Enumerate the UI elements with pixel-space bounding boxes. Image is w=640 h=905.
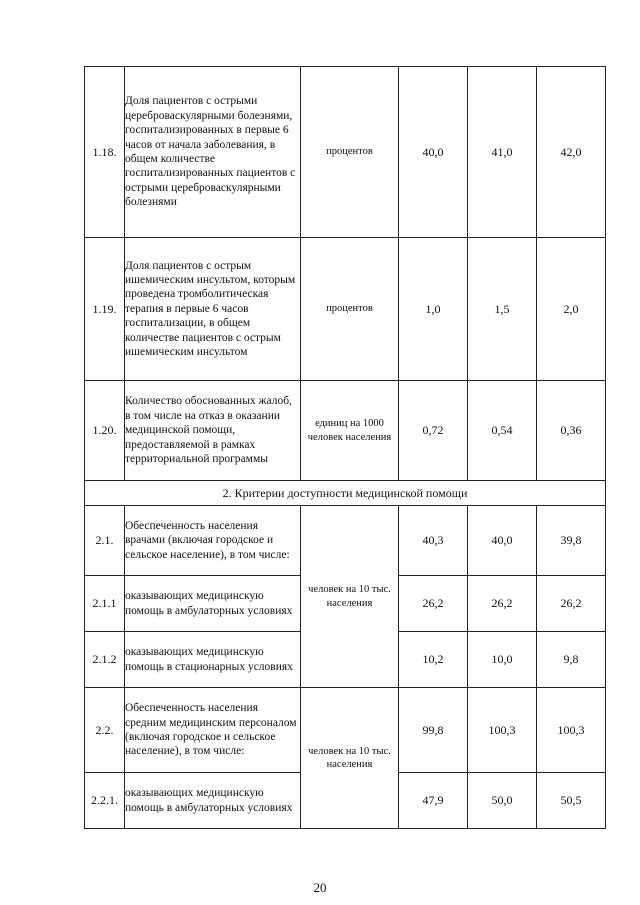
unit-cell: человек на 10 тыс. населения [301,688,399,829]
page-number: 20 [313,880,327,895]
row-number: 2.1.2 [85,632,125,688]
row-number: 2.1.1 [85,576,125,632]
unit-cell: единиц на 1000 человек населения [301,381,399,481]
value-cell: 40,0 [399,67,468,238]
unit-cell: процентов [301,67,399,238]
value-cell: 26,2 [537,576,606,632]
value-cell: 47,9 [399,773,468,829]
value-cell: 26,2 [399,576,468,632]
value-cell: 0,54 [468,381,537,481]
indicator-name: оказывающих медицинскую помощь в стационарных условиях [125,632,301,688]
row-number: 1.18. [85,67,125,238]
unit-cell: человек на 10 тыс. населения [301,506,399,688]
value-cell: 10,0 [468,632,537,688]
row-number: 1.19. [85,238,125,381]
row-number: 1.20. [85,381,125,481]
indicator-name: Обеспеченность населения врачами (включая городское и сельское население), в том числе: [125,506,301,576]
value-cell: 100,3 [468,688,537,773]
table-row [85,381,606,481]
indicator-name: Количество обоснованных жалоб, в том числе на отказ в оказании медицинской помощи, предоставляемой в рамках территориальной программы [125,381,301,481]
value-cell: 100,3 [537,688,606,773]
indicator-name: оказывающих медицинскую помощь в амбулаторных условиях [125,576,301,632]
value-cell: 50,5 [537,773,606,829]
table-row [85,506,606,576]
value-cell: 1,0 [399,238,468,381]
table-row [85,67,606,238]
indicators-table [84,66,606,829]
value-cell: 0,36 [537,381,606,481]
value-cell: 40,0 [468,506,537,576]
value-cell: 40,3 [399,506,468,576]
row-number: 2.2.1. [85,773,125,829]
indicator-name: Доля пациентов с острым ишемическим инсультом, которым проведена тромболитическая терапия в первые 6 часов госпитализации, в общем количестве пациентов с острым ишемическим инсультом [125,238,301,381]
indicator-name: оказывающих медицинскую помощь в амбулаторных условиях [125,773,301,829]
value-cell: 39,8 [537,506,606,576]
section-header-row [85,481,606,506]
table-row [85,688,606,773]
value-cell: 42,0 [537,67,606,238]
table-row [85,238,606,381]
row-number: 2.2. [85,688,125,773]
value-cell: 9,8 [537,632,606,688]
indicator-name: Обеспеченность населения средним медицинским персоналом (включая городское и сельское население), в том числе: [125,688,301,773]
value-cell: 2,0 [537,238,606,381]
value-cell: 26,2 [468,576,537,632]
value-cell: 10,2 [399,632,468,688]
indicator-name: Доля пациентов с острыми цереброваскулярными болезнями, госпитализированных в первые 6 часов от начала заболевания, в общем количестве госпитализированных пациентов с острыми цереброваскулярными болезнями [125,67,301,238]
value-cell: 0,72 [399,381,468,481]
value-cell: 99,8 [399,688,468,773]
section-title: 2. Критерии доступности медицинской помощи [85,481,606,506]
row-number: 2.1. [85,506,125,576]
value-cell: 1,5 [468,238,537,381]
value-cell: 41,0 [468,67,537,238]
unit-cell: процентов [301,238,399,381]
value-cell: 50,0 [468,773,537,829]
